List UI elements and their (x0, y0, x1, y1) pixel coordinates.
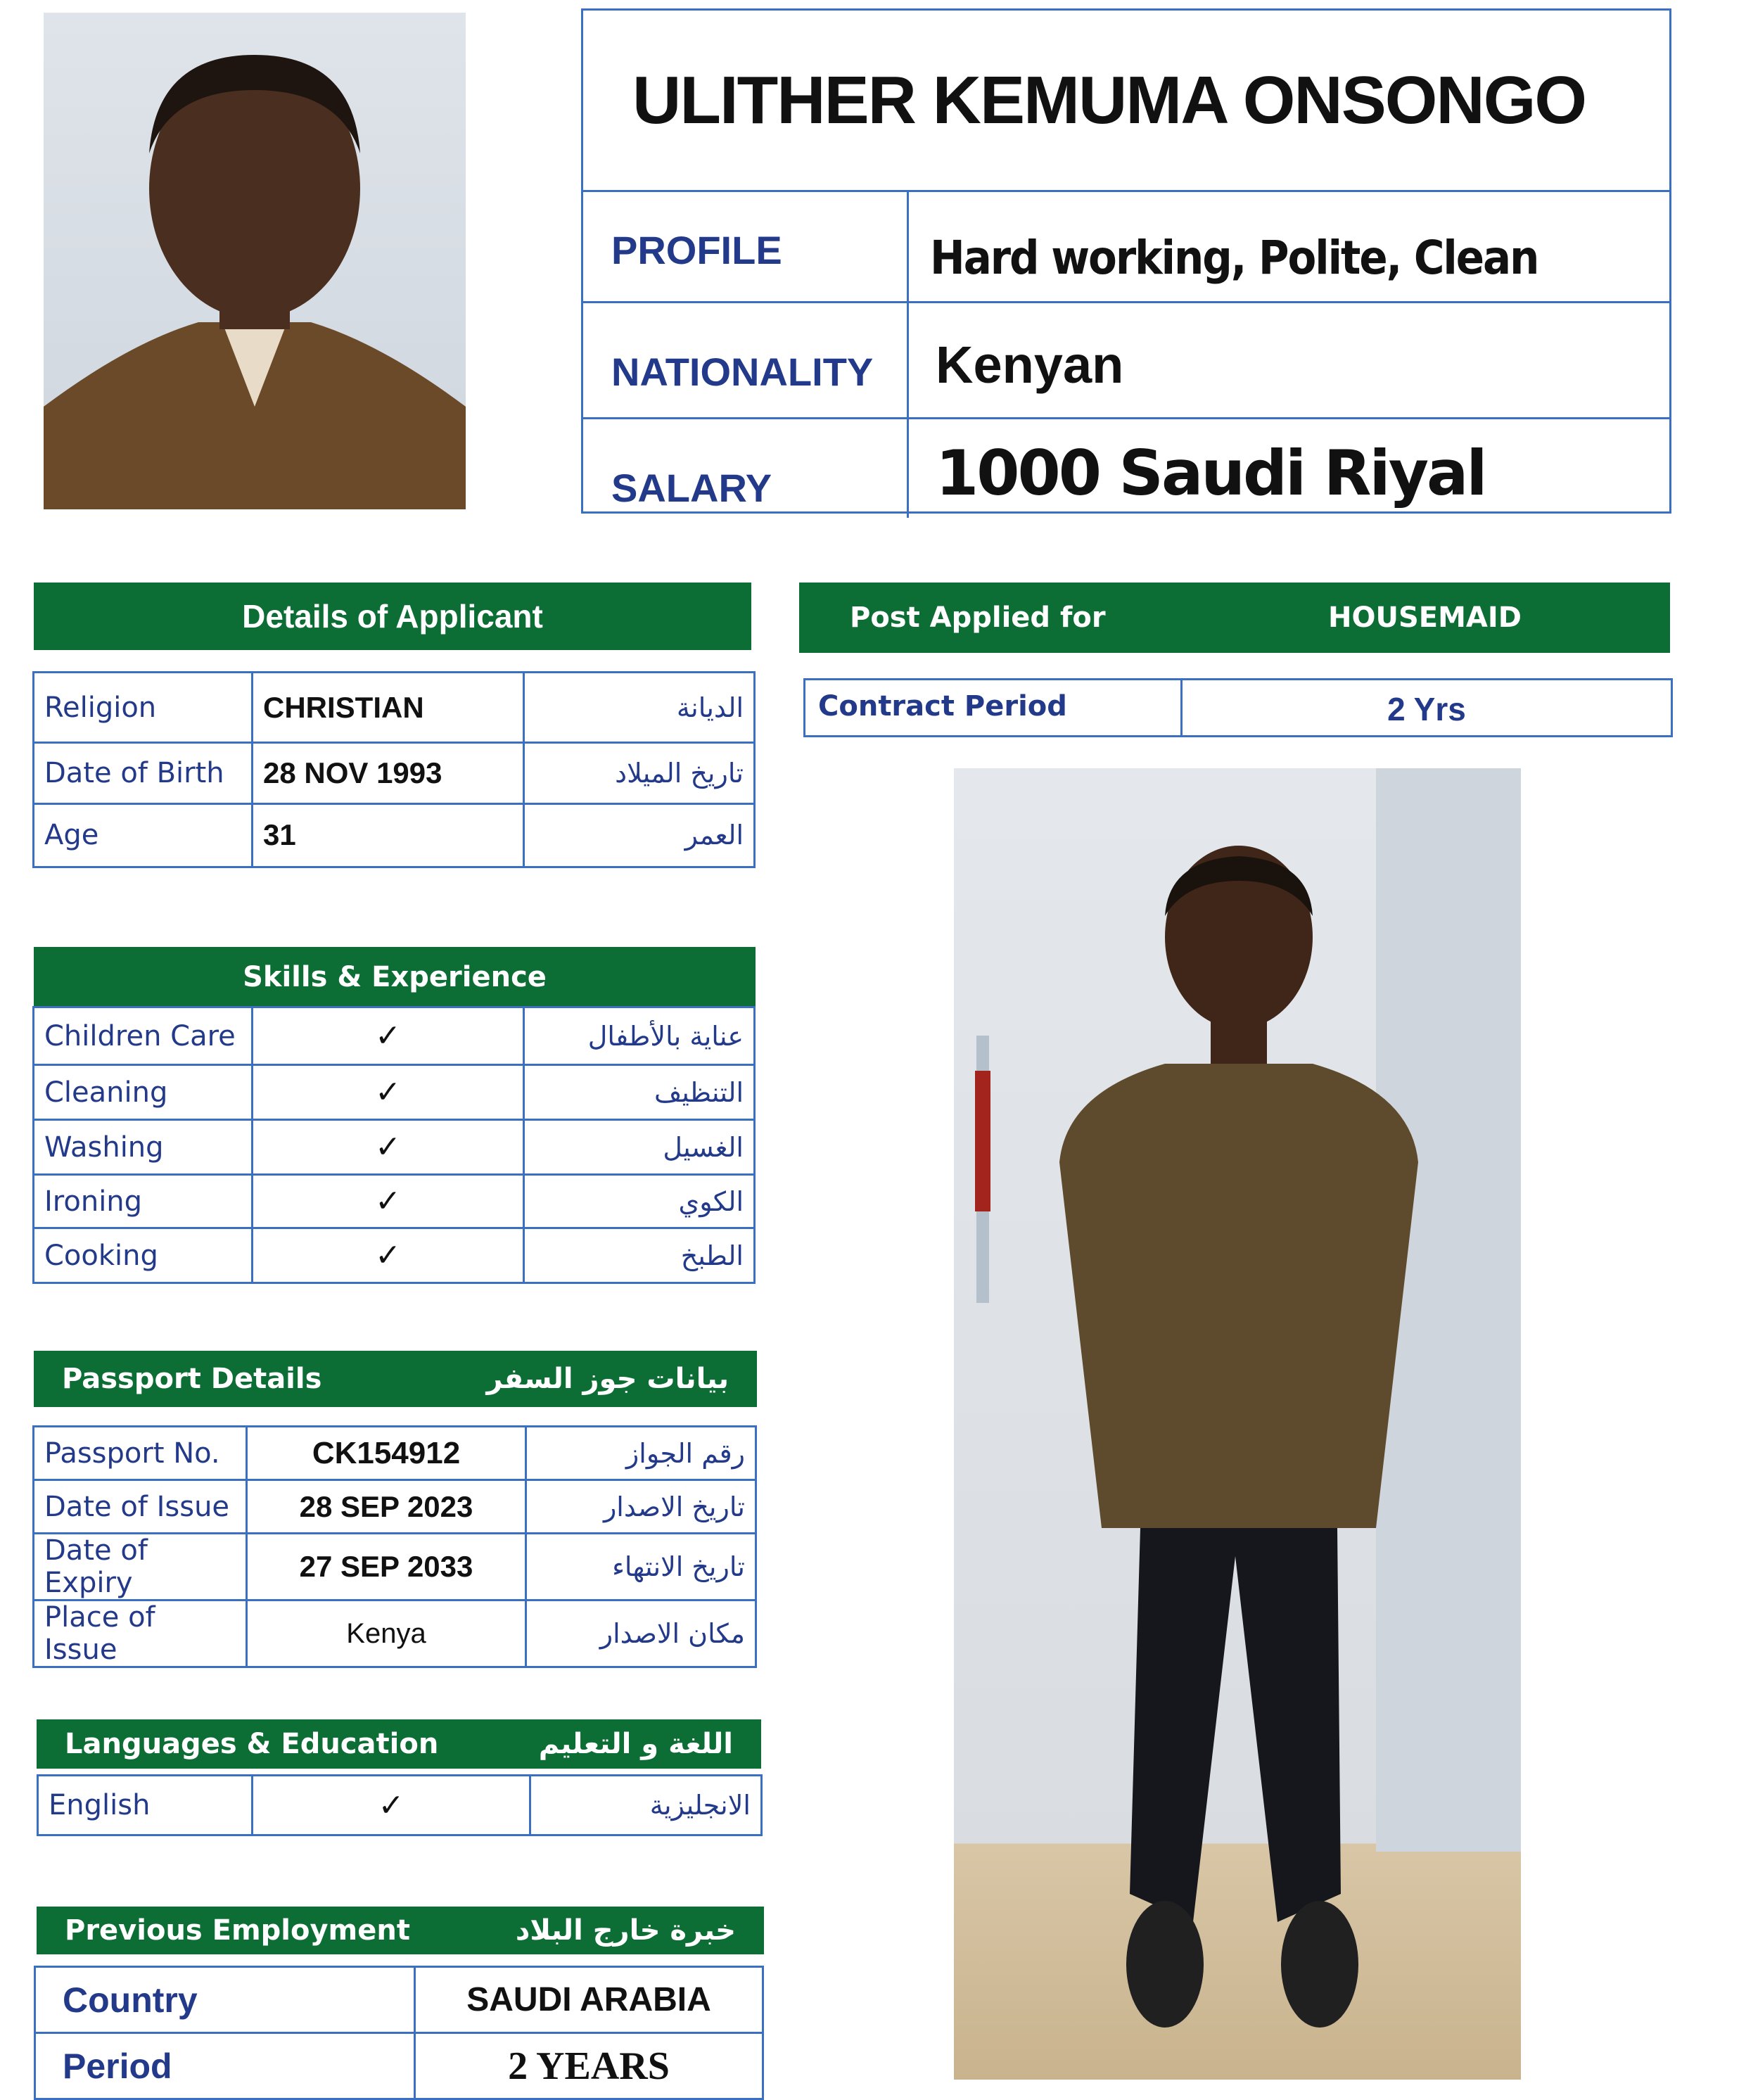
passport-table (32, 1425, 757, 1666)
row-label: English (38, 1776, 253, 1835)
row-label-ar: الغسيل (524, 1120, 755, 1175)
applicant-name: ULITHER KEMUMA ONSONGO (583, 11, 1669, 192)
row-label-ar: الطبخ (524, 1228, 755, 1283)
portrait-figure (44, 13, 466, 509)
row-label-ar: الديانة (524, 673, 755, 743)
row-label-ar: التنظيف (524, 1065, 755, 1120)
check-icon: ✓ (253, 1065, 524, 1120)
post-label: Post Applied for (850, 602, 1106, 634)
row-label: Country (35, 1967, 415, 2033)
section-title: Skills & Experience (243, 961, 547, 993)
post-header (799, 583, 1670, 653)
row-label: Period (35, 2033, 415, 2099)
contract-row (803, 678, 1673, 737)
row-value: 28 NOV 1993 (253, 743, 524, 803)
section-title: Passport Details (62, 1363, 322, 1395)
row-label-ar: عناية بالأطفال (524, 1007, 755, 1065)
row-label: Washing (34, 1120, 253, 1175)
row-value: SAUDI ARABIA (415, 1967, 763, 2033)
row-label: Children Care (34, 1007, 253, 1065)
full-body-photo (954, 768, 1521, 2080)
check-icon: ✓ (253, 1776, 530, 1835)
section-title-ar: اللغة و التعليم (538, 1728, 733, 1760)
portrait-photo (44, 13, 466, 509)
applicant-table (32, 671, 756, 868)
check-icon: ✓ (253, 1120, 524, 1175)
employment-table (34, 1966, 764, 2098)
standing-figure (954, 768, 1521, 2080)
row-label: Date of Expiry (34, 1534, 247, 1601)
row-value: 31 (253, 803, 524, 867)
summary-value: Kenyan (936, 336, 1124, 394)
row-label: Place of Issue (34, 1601, 247, 1667)
row-label: Religion (34, 673, 253, 743)
row-label: Date of Birth (34, 743, 253, 803)
row-label: Passport No. (34, 1427, 247, 1480)
header-table (581, 8, 1671, 514)
row-label-ar: تاريخ الانتهاء (526, 1534, 756, 1601)
summary-value: 1000 Saudi Riyal (936, 437, 1486, 509)
row-label-ar: مكان الاصدار (526, 1601, 756, 1667)
summary-label: SALARY (583, 419, 909, 518)
summary-label: NATIONALITY (583, 303, 909, 417)
passport-number: CK154912 (247, 1427, 526, 1480)
summary-value: Hard working, Polite, Clean (930, 231, 1538, 285)
row-label: Age (34, 803, 253, 867)
skills-header (34, 947, 756, 1007)
row-label-ar: الانجليزية (530, 1776, 762, 1835)
row-value: 27 SEP 2033 (247, 1534, 526, 1601)
row-label-ar: العمر (524, 803, 755, 867)
applicant-header (34, 583, 751, 650)
row-value: 28 SEP 2023 (247, 1480, 526, 1534)
employment-header (37, 1907, 764, 1954)
section-title-ar: بيانات جوز السفر (486, 1363, 729, 1395)
summary-row-profile (583, 192, 1669, 303)
summary-row-nationality (583, 303, 1669, 419)
check-icon: ✓ (253, 1175, 524, 1228)
row-label: Cleaning (34, 1065, 253, 1120)
skills-table (32, 1006, 756, 1282)
check-icon: ✓ (253, 1007, 524, 1065)
summary-label: PROFILE (583, 192, 909, 301)
row-label-ar: تاريخ الميلاد (524, 743, 755, 803)
row-value: CHRISTIAN (253, 673, 524, 743)
passport-header (34, 1351, 757, 1407)
row-label-ar: تاريخ الاصدار (526, 1480, 756, 1534)
languages-header (37, 1719, 761, 1769)
section-title: Previous Employment (65, 1914, 410, 1947)
row-label-ar: رقم الجواز (526, 1427, 756, 1480)
contract-label: Contract Period (805, 680, 1183, 735)
post-value: HOUSEMAID (1328, 602, 1522, 634)
languages-table (37, 1774, 763, 1836)
contract-value: 2 Yrs (1387, 691, 1466, 727)
row-label-ar: الكوي (524, 1175, 755, 1228)
summary-row-salary (583, 419, 1669, 518)
row-label: Date of Issue (34, 1480, 247, 1534)
section-title: Languages & Education (65, 1728, 439, 1760)
row-value: Kenya (247, 1601, 526, 1667)
row-value: 2 YEARS (415, 2033, 763, 2099)
section-title: Details of Applicant (242, 598, 543, 635)
check-icon: ✓ (253, 1228, 524, 1283)
row-label: Cooking (34, 1228, 253, 1283)
row-label: Ironing (34, 1175, 253, 1228)
section-title-ar: خبرة خارج البلاد (515, 1914, 736, 1947)
